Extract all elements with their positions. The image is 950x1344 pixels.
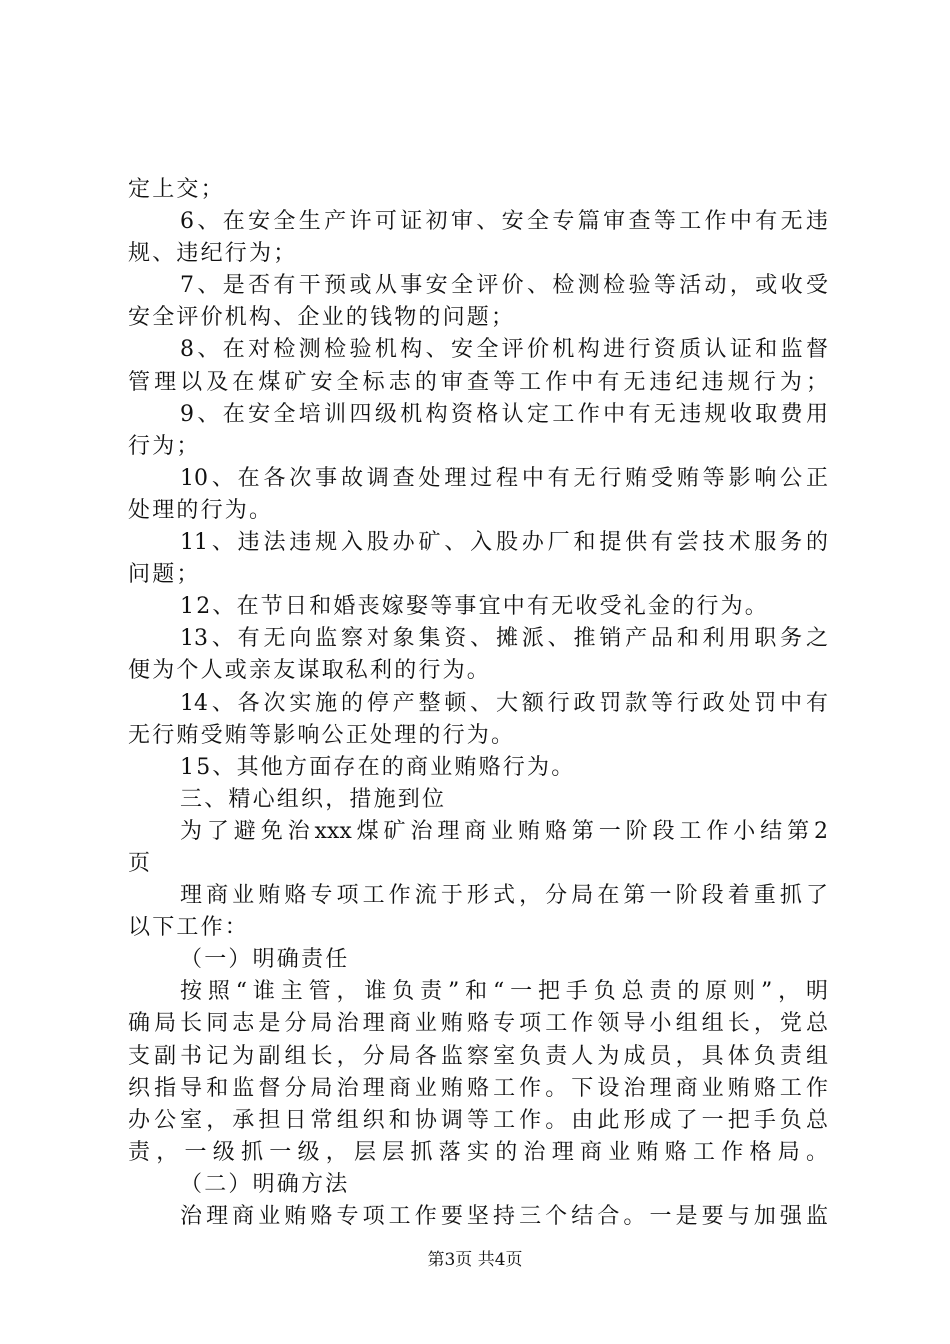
text-line: 三、精心组织，措施到位 xyxy=(180,786,447,812)
text-line: 定上交； xyxy=(128,177,225,202)
text-line: 便为个人或亲友谋取私利的行为。 xyxy=(128,658,492,684)
text-line: 11、违法违规入股办矿、入股办厂和提供有尝技术服务的 xyxy=(180,530,828,556)
text-line: 办公室，承担日常组织和协调等工作。由此形成了一把手负总 xyxy=(128,1107,828,1133)
text-line: 9、在安全培训四级机构资格认定工作中有无违规收取费用 xyxy=(180,401,828,427)
page-footer: 第3页 共4页 xyxy=(427,1250,523,1270)
text-line: 处理的行为。 xyxy=(128,497,274,523)
text-line: 安全评价机构、企业的钱物的问题； xyxy=(128,305,516,331)
text-line: （一）明确责任 xyxy=(180,947,350,973)
text-line: 管理以及在煤矿安全标志的审查等工作中有无违纪违规行为； xyxy=(128,369,828,395)
text-line: 理商业贿赂专项工作流于形式，分局在第一阶段着重抓了 xyxy=(180,883,828,909)
text-line: 问题； xyxy=(128,562,201,588)
text-line: 治理商业贿赂专项工作要坚持三个结合。一是要与加强监 xyxy=(180,1204,828,1229)
text-line: 无行贿受贿等影响公正处理的行为。 xyxy=(128,722,516,748)
text-line: 8、在对检测检验机构、安全评价机构进行资质认证和监督 xyxy=(180,337,828,363)
text-line: 支副书记为副组长，分局各监察室负责人为成员，具体负责组 xyxy=(128,1043,828,1069)
text-line: 为了避免治xxx煤矿治理商业贿赂第一阶段工作小结第2 xyxy=(180,818,828,844)
text-line: 责，一级抓一级，层层抓落实的治理商业贿赂工作格局。 xyxy=(128,1139,828,1165)
document-body xyxy=(128,174,828,1233)
text-line: 确局长同志是分局治理商业贿赂专项工作领导小组组长，党总 xyxy=(128,1011,828,1037)
text-line: 6、在安全生产许可证初审、安全专篇审查等工作中有无违 xyxy=(180,209,828,235)
text-line: 12、在节日和婚丧嫁娶等事宜中有无收受礼金的行为。 xyxy=(180,594,769,620)
text-line: 以下工作： xyxy=(128,915,250,941)
text-line: 织指导和监督分局治理商业贿赂工作。下设治理商业贿赂工作 xyxy=(128,1075,828,1101)
text-line: 行为； xyxy=(128,433,201,459)
text-line: 10、在各次事故调查处理过程中有无行贿受贿等影响公正 xyxy=(180,465,828,491)
text-line: 13、有无向监察对象集资、摊派、推销产品和利用职务之 xyxy=(180,626,828,652)
text-line: 按照“谁主管，谁负责”和“一把手负总责的原则”，明 xyxy=(180,979,828,1005)
text-line: 规、违纪行为； xyxy=(128,241,298,267)
text-line: 15、其他方面存在的商业贿赂行为。 xyxy=(180,754,576,780)
text-line: 14、各次实施的停产整顿、大额行政罚款等行政处罚中有 xyxy=(180,690,828,716)
text-line: （二）明确方法 xyxy=(180,1171,350,1197)
text-line: 页 xyxy=(128,850,153,876)
text-line: 7、是否有干预或从事安全评价、检测检验等活动，或收受 xyxy=(180,273,828,299)
